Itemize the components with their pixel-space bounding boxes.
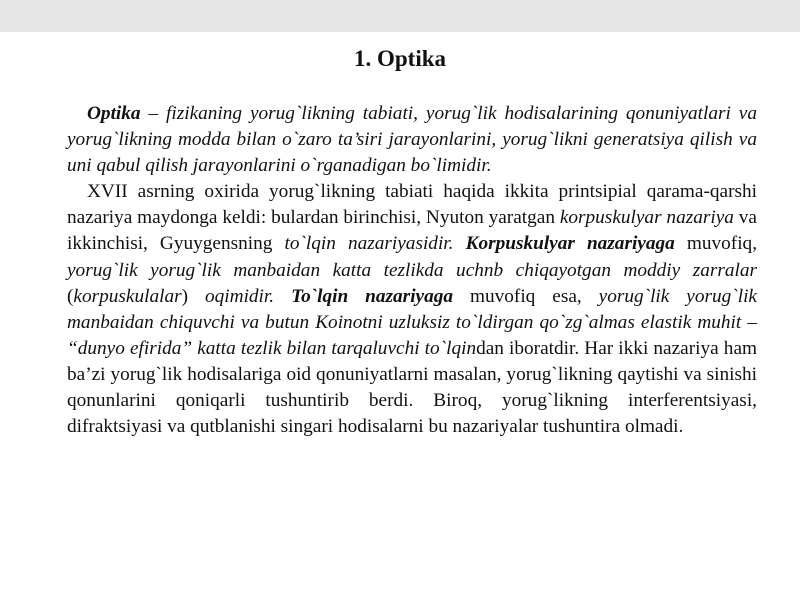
italic-span: korpuskulyar nazariya — [559, 207, 734, 229]
document-body — [67, 101, 757, 440]
italic-span: to`lqin nazariyasidir. — [284, 233, 454, 255]
bold-italic-term: Korpuskulyar nazariyaga — [465, 233, 675, 255]
italic-span: oqimidir. — [205, 285, 275, 307]
italic-span: yorug`lik yorug`lik manbaidan katta tezlikda uchnb chiqayotgan moddiy zarralar — [67, 259, 757, 281]
text-span — [274, 286, 291, 307]
bold-italic-term: To`lqin nazariyaga — [291, 285, 454, 307]
paragraph-definition — [67, 101, 757, 179]
text-span — [454, 233, 466, 254]
page-title: 1. Optika — [353, 46, 447, 71]
top-gray-band — [0, 0, 800, 32]
text-span: XVII asrning oxirida yorug`likning tabiati haqida ikkita printsipial qarama-qarshi nazariya maydonga keldi: bulardan birinchisi, Nyuton yaratgan — [67, 181, 757, 229]
italic-span: yorug`lik yorug`lik manbaidan chiquvchi va butun Koinotni uzluksiz to`ldirgan qo`zg`almas elastik muhit – “dunyo efirida” katta tezlik bilan tarqaluvchi to`lqin — [67, 285, 757, 359]
text-span: ) — [181, 285, 205, 307]
paragraph-history — [67, 179, 757, 440]
italic-span: korpuskulalar — [73, 285, 182, 307]
text-span: dan iboratdir. Har ikki nazariya ham ba’zi yorug`lik hodisalariga oid qonuniyatlarni masalan, yorug`likning qaytishi va sinishi qonunlarini qoniqarli tushuntirib berdi. Biroq, yorug`likning interferentsiyasi, difraktsiyasi va qutblanishi singari hodisalarni bu nazariyalar tushuntira olmadi. — [67, 337, 757, 438]
text-span: muvofiq esa, — [453, 285, 599, 307]
term-optika: Optika — [87, 103, 141, 124]
text-span: va ikkinchisi, Gyuygensning — [67, 207, 757, 255]
text-span: muvofiq, — [674, 233, 758, 255]
document-page — [0, 32, 800, 600]
definition-text: – fizikaning yorug`likning tabiati, yorug`lik hodisalarining qonuniyatlari va yorug`likning modda bilan o`zaro ta’siri jarayonlarini, yorug`likni generatsiya qilish va uni qabul qilish jarayonlarini o`rganadigan bo`limidir. — [67, 103, 757, 177]
text-span: ( — [67, 285, 74, 307]
